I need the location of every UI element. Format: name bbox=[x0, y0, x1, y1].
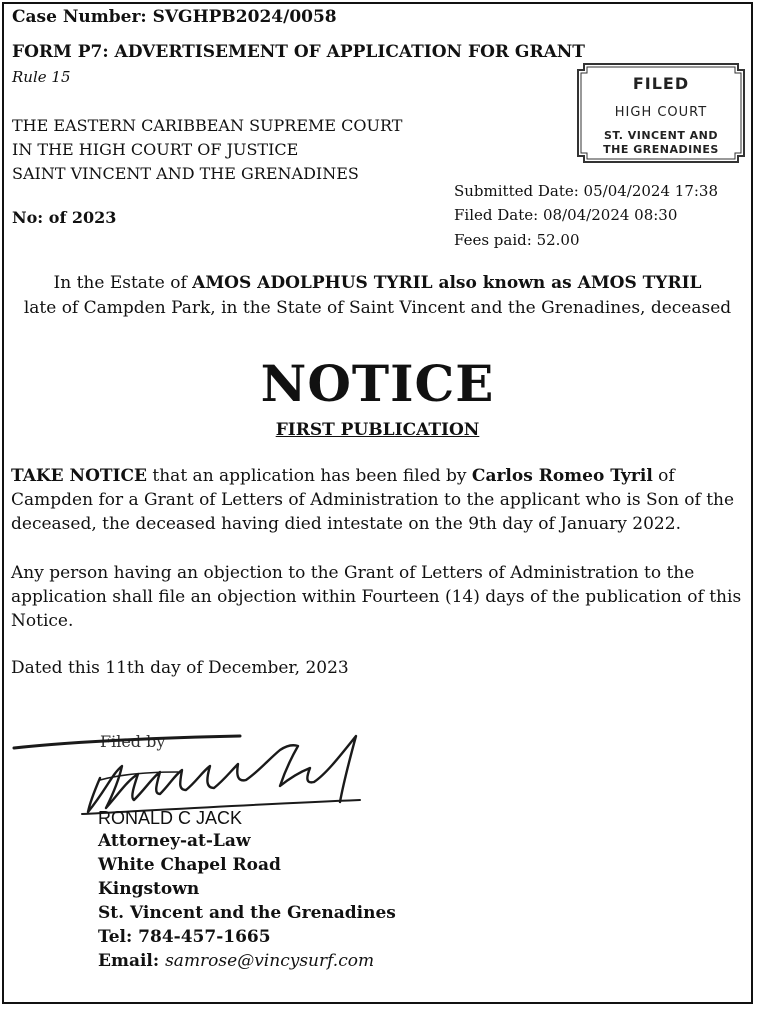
case-number: Case Number: SVGHPB2024/0058 bbox=[12, 7, 337, 27]
rule-reference: Rule 15 bbox=[12, 68, 71, 86]
filer-address-3: St. Vincent and the Grenadines bbox=[98, 903, 396, 923]
applicant-name: Carlos Romeo Tyril bbox=[471, 466, 653, 486]
filer-address-1: White Chapel Road bbox=[98, 855, 281, 875]
court-line-1: THE EASTERN CARIBBEAN SUPREME COURT bbox=[12, 116, 403, 135]
fees-paid: Fees paid: 52.00 bbox=[454, 231, 580, 249]
court-line-2: IN THE HIGH COURT OF JUSTICE bbox=[12, 140, 299, 159]
case-no: No: of 2023 bbox=[12, 208, 117, 227]
stamp-location: ST. VINCENT AND THE GRENADINES bbox=[603, 129, 719, 156]
email-link[interactable]: samrose@vincysurf.com bbox=[165, 951, 375, 971]
filed-date: Filed Date: 08/04/2024 08:30 bbox=[454, 206, 678, 224]
filer-address-2: Kingstown bbox=[98, 879, 200, 899]
filed-by-label: Filed by bbox=[100, 732, 166, 751]
notice-paragraph-1: TAKE NOTICE that an application has been filed by Carlos Romeo Tyril of Campden for a Grant of Letters of Administration to the applicant who is Son of the deceased, the deceased having died intestate on the 9th day of January 2022. bbox=[11, 466, 735, 534]
filer-title: Attorney-at-Law bbox=[98, 831, 251, 851]
court-line-3: SAINT VINCENT AND THE GRENADINES bbox=[12, 164, 359, 183]
filer-tel: Tel: 784-457-1665 bbox=[98, 927, 271, 947]
notice-heading: NOTICE bbox=[260, 354, 495, 413]
estate-line-2: late of Campden Park, in the State of Saint Vincent and the Grenadines, deceased bbox=[23, 298, 732, 318]
submitted-date: Submitted Date: 05/04/2024 17:38 bbox=[454, 182, 719, 200]
stamp-filed: FILED bbox=[632, 74, 690, 93]
filed-stamp bbox=[576, 62, 746, 164]
estate-line-1: In the Estate of AMOS ADOLPHUS TYRIL also known as AMOS TYRIL bbox=[53, 273, 702, 293]
deceased-name: AMOS ADOLPHUS TYRIL also known as AMOS TYRIL bbox=[192, 273, 702, 293]
form-title: FORM P7: ADVERTISEMENT OF APPLICATION FOR GRANT bbox=[12, 42, 585, 62]
filer-email: Email: samrose@vincysurf.com bbox=[98, 951, 375, 971]
stamp-court: HIGH COURT bbox=[614, 105, 708, 120]
notice-paragraph-2: Any person having an objection to the Grant of Letters of Administration to the application shall file an objection within Fourteen (14) days of the publication of this Notice. bbox=[11, 563, 742, 631]
filer-name: RONALD C JACK bbox=[98, 808, 243, 828]
dated-line: Dated this 11th day of December, 2023 bbox=[11, 658, 349, 678]
publication-label: FIRST PUBLICATION bbox=[275, 420, 480, 440]
